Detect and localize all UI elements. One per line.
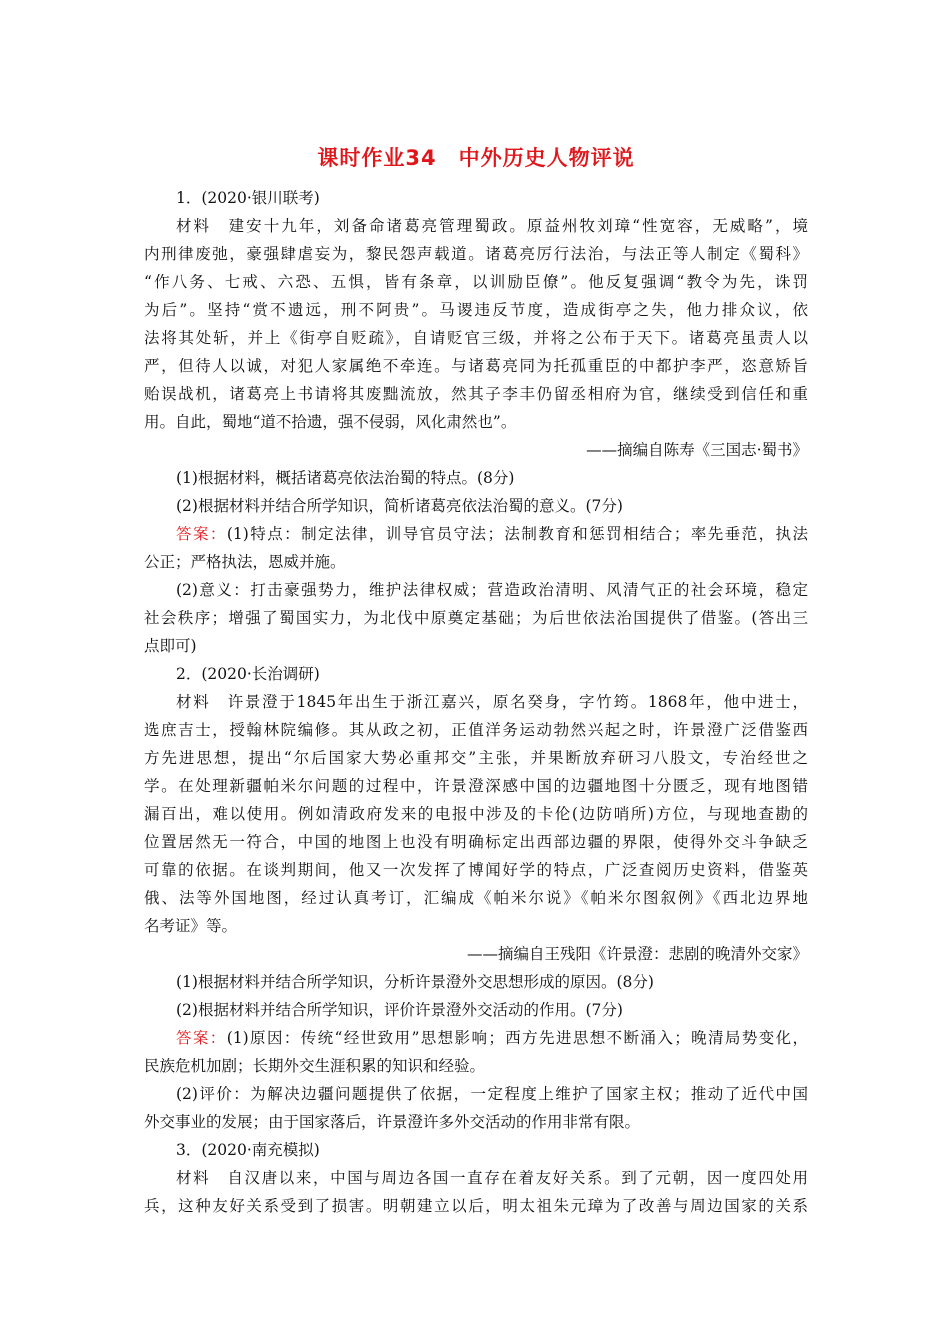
sub-question: (1)根据材料并结合所学知识，分析许景澄外交思想形成的原因。(8分) xyxy=(176,973,654,991)
material-line: 材料 许景澄于1845年出生于浙江嘉兴，原名癸身，字竹筠。1868年，他中进士， xyxy=(176,693,808,711)
answer-line: 点即可) xyxy=(144,637,197,655)
answer-line: 外交事业的发展；由于国家落后，许景澄许多外交活动的作用非常有限。 xyxy=(144,1113,641,1131)
sub-question: (2)根据材料并结合所学知识，评价许景澄外交活动的作用。(7分) xyxy=(176,1001,623,1019)
answer-line xyxy=(144,1024,808,1052)
question-header: 1．(2020·银川联考) xyxy=(176,189,320,207)
answer-text: (1)原因：传统“经世致用”思想影响；西方先进思想不断涌入；晚清局势变化， xyxy=(226,1029,808,1047)
material-source: ——摘编自陈寿《三国志·蜀书》 xyxy=(586,441,808,459)
sub-question: (1)根据材料，概括诸葛亮依法治蜀的特点。(8分) xyxy=(176,469,515,487)
material-line: 材料 建安十九年，刘备命诸葛亮管理蜀政。原益州牧刘璋“性宽容，无威略”，境 xyxy=(176,217,808,235)
material-line: 名考证》等。 xyxy=(144,917,238,935)
answer-line: 民族危机加剧；长期外交生涯积累的知识和经验。 xyxy=(144,1057,486,1075)
answer-line: (2)意义：打击豪强势力，维护法律权威；营造政治清明、风清气正的社会环境，稳定 xyxy=(176,581,808,599)
answer-line xyxy=(144,520,808,548)
material-line: 内刑律废弛，豪强肆虐妄为，黎民怨声载道。诸葛亮厉行法治，与法正等人制定《蜀科》 xyxy=(144,245,808,263)
question-1 xyxy=(144,184,808,660)
material-line: 兵，这种友好关系受到了损害。明朝建立以后，明太祖朱元璋为了改善与周边国家的关系 xyxy=(144,1197,808,1215)
answer-line: 公正；严格执法，恩威并施。 xyxy=(144,553,346,571)
answer-text: (1)特点：制定法律，训导官员守法；法制教育和惩罚相结合；率先垂范，执法 xyxy=(226,525,808,543)
answer-line: 社会秩序；增强了蜀国实力，为北伐中原奠定基础；为后世依法治国提供了借鉴。(答出三 xyxy=(144,609,808,627)
material-line: 贻误战机，诸葛亮上书请将其废黜流放，然其子李丰仍留丞相府为官，继续受到信任和重 xyxy=(144,385,808,403)
material-source: ——摘编自王残阳《许景澄：悲剧的晚清外交家》 xyxy=(466,945,808,963)
question-header: 3．(2020·南充模拟) xyxy=(176,1141,320,1159)
material-line: 学。在处理新疆帕米尔问题的过程中，许景澄深感中国的边疆地图十分匮乏，现有地图错 xyxy=(144,777,808,795)
material-line: 法将其处斩，并上《街亭自贬疏》，自请贬官三级，并将之公布于天下。诸葛亮虽责人以 xyxy=(144,329,808,347)
answer-line: (2)评价：为解决边疆问题提供了依据，一定程度上维护了国家主权；推动了近代中国 xyxy=(176,1085,808,1103)
material-line: 位置居然无一符合，中国的地图上也没有明确标定出西部边疆的界限，使得外交斗争缺乏 xyxy=(144,833,808,851)
question-2 xyxy=(144,660,808,1136)
answer-label: 答案： xyxy=(176,525,227,543)
material-line: 漏百出，难以使用。例如清政府发来的电报中涉及的卡伦(边防哨所)方位，与现地查勘的 xyxy=(144,805,808,823)
material-line: 严，但待人以诚，对犯人家属绝不牵连。与诸葛亮同为托孤重臣的中都护李严，恣意矫旨 xyxy=(144,357,808,375)
material-line: 可靠的依据。在谈判期间，他又一次发挥了博闻好学的特点，广泛查阅历史资料，借鉴英 xyxy=(144,861,808,879)
material-line: 用。自此，蜀地“道不拾遗，强不侵弱，风化肃然也”。 xyxy=(144,413,517,431)
material-line: “作八务、七戒、六恐、五惧，皆有条章，以训励臣僚”。他反复强调“教令为先，诛罚 xyxy=(144,273,808,291)
material-line: 为后”。坚持“赏不遗远，刑不阿贵”。马谡违反节度，造成街亭之失，他力排众议，依 xyxy=(144,301,808,319)
material-line: 俄、法等外国地图，经过认真考订，汇编成《帕米尔说》《帕米尔图叙例》《西北边界地 xyxy=(144,889,808,907)
material-line: 选庶吉士，授翰林院编修。其从政之初，正值洋务运动勃然兴起之时，许景澄广泛借鉴西 xyxy=(144,721,808,739)
material-line: 材料 自汉唐以来，中国与周边各国一直存在着友好关系。到了元朝，因一度四处用 xyxy=(176,1169,808,1187)
material-line: 方先进思想，提出“尔后国家大势必重邦交”主张，并果断放弃研习八股文，专治经世之 xyxy=(144,749,808,767)
answer-label: 答案： xyxy=(176,1029,227,1047)
document-page xyxy=(144,140,808,1220)
sub-question: (2)根据材料并结合所学知识，简析诸葛亮依法治蜀的意义。(7分) xyxy=(176,497,623,515)
question-3 xyxy=(144,1136,808,1220)
page-title: 课时作业34 中外历史人物评说 xyxy=(317,146,635,170)
question-header: 2．(2020·长治调研) xyxy=(176,665,320,683)
